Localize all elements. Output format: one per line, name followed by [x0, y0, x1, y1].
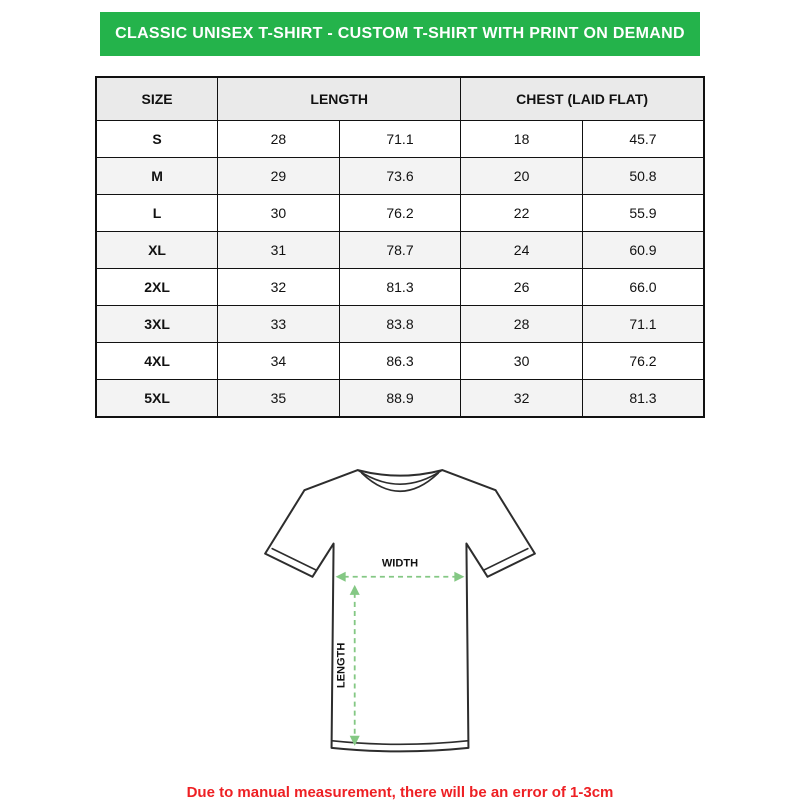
- length-cm-cell: 71.1: [339, 121, 461, 158]
- tshirt-outline: [265, 470, 535, 751]
- size-cell: M: [96, 158, 218, 195]
- chest-in-cell: 20: [461, 158, 583, 195]
- size-chart-table: [95, 76, 705, 418]
- chest-cm-cell: 66.0: [582, 269, 704, 306]
- header-length: LENGTH: [218, 77, 461, 121]
- size-cell: 2XL: [96, 269, 218, 306]
- length-in-cell: 31: [218, 232, 340, 269]
- chest-in-cell: 24: [461, 232, 583, 269]
- length-in-cell: 33: [218, 306, 340, 343]
- chest-cm-cell: 50.8: [582, 158, 704, 195]
- length-in-cell: 30: [218, 195, 340, 232]
- size-chart-section: [95, 76, 705, 418]
- length-cm-cell: 73.6: [339, 158, 461, 195]
- table-header-row: [96, 77, 704, 121]
- chest-cm-cell: 55.9: [582, 195, 704, 232]
- chest-in-cell: 28: [461, 306, 583, 343]
- length-in-cell: 32: [218, 269, 340, 306]
- chest-in-cell: 30: [461, 343, 583, 380]
- size-cell: 4XL: [96, 343, 218, 380]
- measurement-disclaimer: Due to manual measurement, there will be an error of 1-3cm: [186, 784, 614, 800]
- table-row: [96, 306, 704, 343]
- chest-in-cell: 26: [461, 269, 583, 306]
- chest-in-cell: 18: [461, 121, 583, 158]
- title-banner: [100, 12, 700, 56]
- size-cell: XL: [96, 232, 218, 269]
- table-row: [96, 269, 704, 306]
- length-cm-cell: 88.9: [339, 380, 461, 418]
- chest-in-cell: 22: [461, 195, 583, 232]
- size-cell: 3XL: [96, 306, 218, 343]
- table-row: [96, 195, 704, 232]
- length-cm-cell: 86.3: [339, 343, 461, 380]
- length-cm-cell: 78.7: [339, 232, 461, 269]
- length-in-cell: 35: [218, 380, 340, 418]
- table-row: [96, 232, 704, 269]
- header-size: SIZE: [96, 77, 218, 121]
- measurement-diagram: [245, 456, 555, 768]
- size-cell: 5XL: [96, 380, 218, 418]
- length-cm-cell: 76.2: [339, 195, 461, 232]
- chest-cm-cell: 45.7: [582, 121, 704, 158]
- tshirt-diagram-svg: [245, 456, 555, 768]
- table-row: [96, 343, 704, 380]
- table-row: [96, 380, 704, 418]
- chest-cm-cell: 81.3: [582, 380, 704, 418]
- page-title: CLASSIC UNISEX T-SHIRT - CUSTOM T-SHIRT WITH PRINT ON DEMAND: [115, 25, 685, 42]
- length-in-cell: 29: [218, 158, 340, 195]
- chest-in-cell: 32: [461, 380, 583, 418]
- width-label: WIDTH: [381, 557, 419, 570]
- chest-cm-cell: 76.2: [582, 343, 704, 380]
- size-cell: L: [96, 195, 218, 232]
- size-cell: S: [96, 121, 218, 158]
- chest-cm-cell: 71.1: [582, 306, 704, 343]
- header-chest: CHEST (LAID FLAT): [461, 77, 704, 121]
- length-cm-cell: 81.3: [339, 269, 461, 306]
- length-in-cell: 28: [218, 121, 340, 158]
- table-row: [96, 158, 704, 195]
- chest-cm-cell: 60.9: [582, 232, 704, 269]
- length-cm-cell: 83.8: [339, 306, 461, 343]
- table-row: [96, 121, 704, 158]
- length-in-cell: 34: [218, 343, 340, 380]
- length-label: LENGTH: [335, 642, 348, 689]
